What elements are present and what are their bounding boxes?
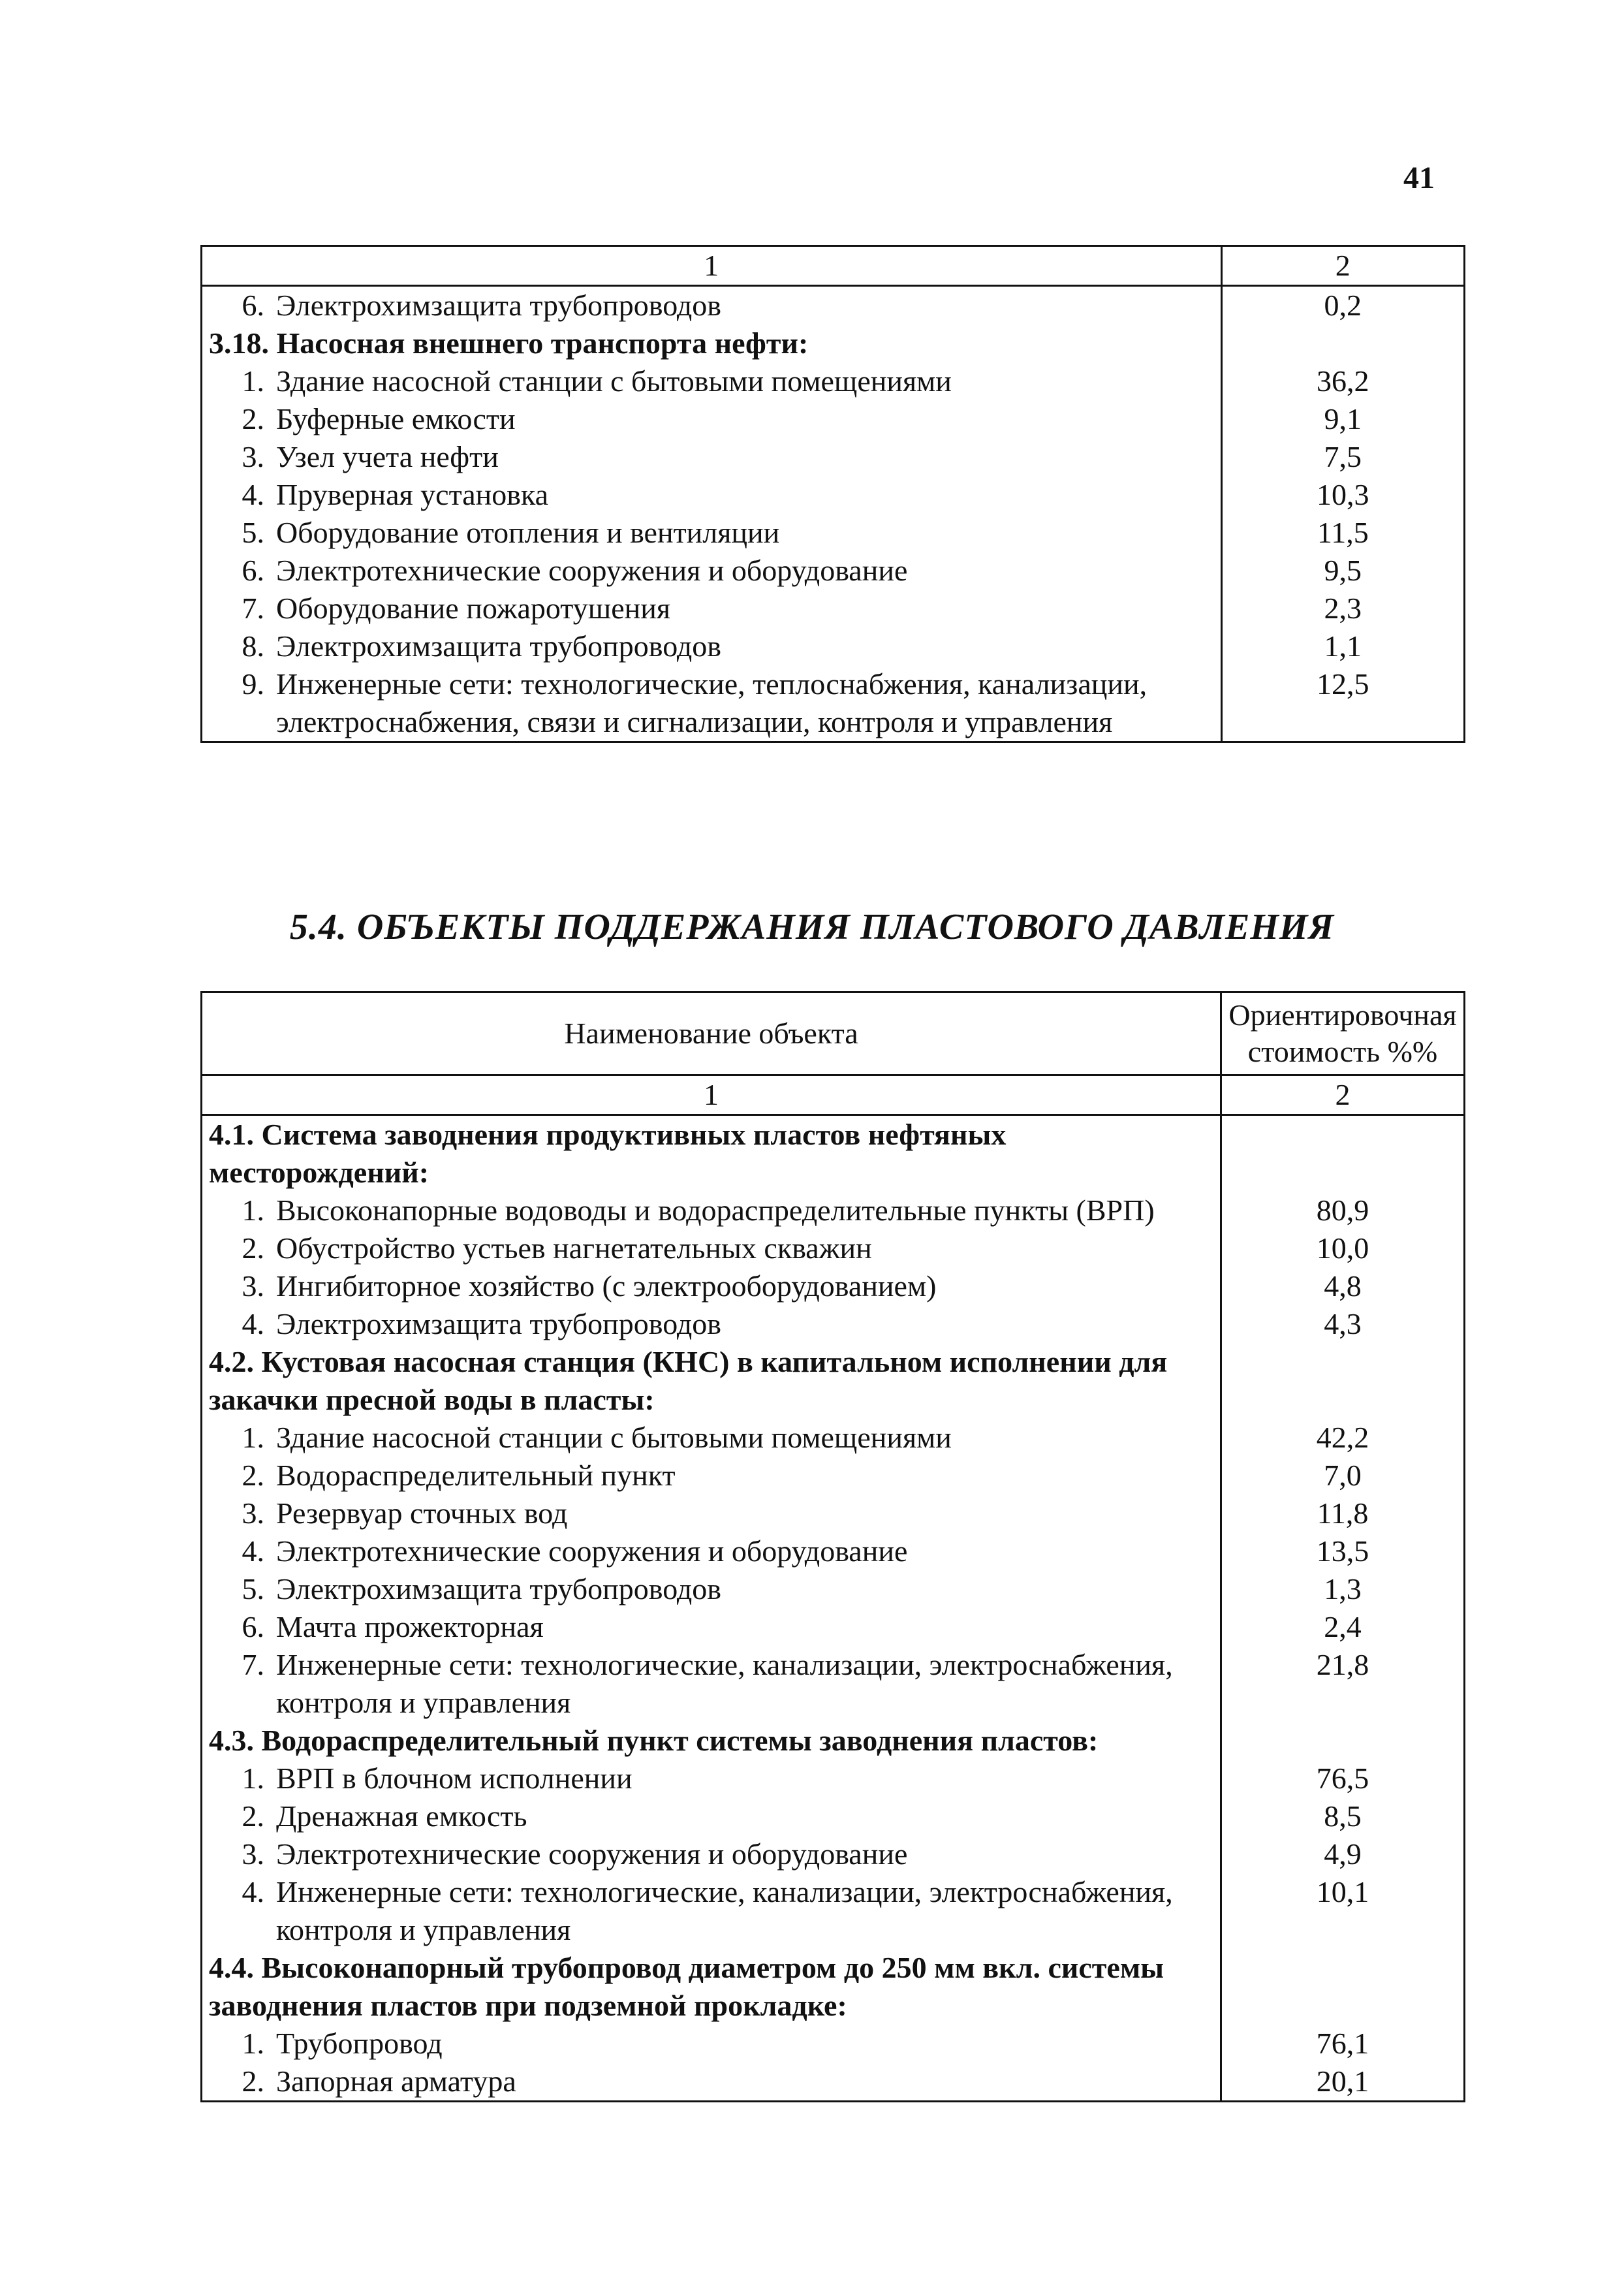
cost-value: 1,3 [1221, 1570, 1465, 1608]
table-row [202, 2025, 1465, 2063]
item-name: ВРП в блочном исполнении [276, 1762, 632, 1795]
cost-value: 1,1 [1221, 627, 1464, 665]
object-name-cell [202, 1532, 1221, 1570]
column-number: 2 [1221, 246, 1464, 286]
item-name: Узел учета нефти [276, 440, 499, 473]
item-name: Инженерные сети: технологические, канализации, электроснабжения, контроля и управления [276, 1875, 1173, 1946]
table-row [202, 438, 1465, 476]
object-name-cell [202, 1873, 1221, 1949]
table-row [202, 1570, 1465, 1608]
cost-value: 7,0 [1221, 1457, 1465, 1494]
group-row [202, 1115, 1465, 1192]
table-row [202, 1760, 1465, 1797]
table-row [202, 1305, 1465, 1343]
item-number: 1. [242, 364, 264, 398]
item-number: 8. [242, 629, 264, 663]
cost-value [1221, 1722, 1465, 1760]
item-number: 7. [242, 592, 264, 625]
cost-value: 4,3 [1221, 1305, 1465, 1343]
item-number: 3. [242, 1837, 264, 1871]
item-name: Электрохимзащита трубопроводов [276, 629, 722, 663]
object-name-cell [202, 1949, 1221, 2025]
table-row [202, 1457, 1465, 1494]
object-name-cell [202, 438, 1222, 476]
cost-value: 76,1 [1221, 2025, 1465, 2063]
object-name-cell [202, 1760, 1221, 1797]
item-number: 5. [242, 1572, 264, 1605]
item-name: Электрохимзащита трубопроводов [276, 289, 722, 322]
table-row [202, 1192, 1465, 1229]
table-row [202, 590, 1465, 627]
table-row [202, 2063, 1465, 2102]
item-name: Электротехнические сооружения и оборудование [276, 554, 908, 587]
cost-value: 8,5 [1221, 1797, 1465, 1835]
header-cost-percent: Ориентировочная стоимость %% [1221, 992, 1465, 1075]
object-name-cell [202, 665, 1222, 742]
item-name: Электротехнические сооружения и оборудование [276, 1534, 908, 1568]
table-row [202, 476, 1465, 514]
item-number: 2. [242, 402, 264, 435]
table-row [202, 514, 1465, 552]
cost-value: 11,8 [1221, 1494, 1465, 1532]
cost-value: 13,5 [1221, 1532, 1465, 1570]
object-name-cell [202, 286, 1222, 325]
page-number: 41 [1403, 161, 1435, 195]
object-name-cell [202, 552, 1222, 590]
cost-value: 4,8 [1221, 1267, 1465, 1305]
column-number: 1 [202, 1075, 1221, 1115]
item-number: 1. [242, 1194, 264, 1227]
object-name-cell [202, 1267, 1221, 1305]
item-name: Здание насосной станции с бытовыми помещениями [276, 1421, 952, 1454]
item-name: Дренажная емкость [276, 1799, 527, 1833]
group-heading: 4.2. Кустовая насосная станция (КНС) в капитальном исполнении для закачки пресной воды в пласты: [209, 1345, 1168, 1416]
cost-value: 10,1 [1221, 1873, 1465, 1949]
item-name: Инженерные сети: технологические, канализации, электроснабжения, контроля и управления [276, 1648, 1173, 1719]
item-number: 3. [242, 440, 264, 473]
item-number: 2. [242, 2064, 264, 2098]
object-name-cell [202, 627, 1222, 665]
item-number: 3. [242, 1269, 264, 1303]
item-number: 9. [242, 667, 264, 701]
item-number: 1. [242, 2027, 264, 2060]
cost-value [1221, 1115, 1465, 1192]
cost-value [1221, 1949, 1465, 2025]
item-name: Оборудование пожаротушения [276, 592, 670, 625]
table-row [202, 400, 1465, 438]
item-name: Трубопровод [276, 2027, 443, 2060]
cost-value: 9,5 [1221, 552, 1464, 590]
object-name-cell [202, 1570, 1221, 1608]
table-row [202, 665, 1465, 742]
item-name: Электротехнические сооружения и оборудование [276, 1837, 908, 1871]
object-name-cell [202, 1305, 1221, 1343]
object-name-cell [202, 2025, 1221, 2063]
table-row [202, 1494, 1465, 1532]
group-row [202, 1722, 1465, 1760]
object-name-cell [202, 1343, 1221, 1419]
cost-value: 76,5 [1221, 1760, 1465, 1797]
cost-table-pressure-maintenance [200, 991, 1465, 2102]
table-row [202, 1608, 1465, 1646]
table-row [202, 1532, 1465, 1570]
table-row [202, 1267, 1465, 1305]
item-name: Водораспределительный пункт [276, 1459, 676, 1492]
object-name-cell [202, 1192, 1221, 1229]
item-number: 2. [242, 1799, 264, 1833]
object-name-cell [202, 1835, 1221, 1873]
cost-table-continued [200, 245, 1465, 743]
item-number: 4. [242, 478, 264, 511]
item-number: 1. [242, 1762, 264, 1795]
table-column-numbers [202, 246, 1465, 286]
object-name-cell [202, 400, 1222, 438]
group-row [202, 1949, 1465, 2025]
object-name-cell [202, 1646, 1221, 1722]
item-number: 1. [242, 1421, 264, 1454]
group-heading: 4.4. Высоконапорный трубопровод диаметром до 250 мм вкл. системы заводнения пластов при подземной прокладке: [209, 1951, 1164, 2022]
table-row [202, 362, 1465, 400]
cost-value: 36,2 [1221, 362, 1464, 400]
object-name-cell [202, 2063, 1221, 2102]
group-heading: 4.3. Водораспределительный пункт системы заводнения пластов: [209, 1724, 1099, 1757]
table-row [202, 1873, 1465, 1949]
object-name-cell [202, 1608, 1221, 1646]
item-name: Запорная арматура [276, 2064, 516, 2098]
object-name-cell [202, 362, 1222, 400]
group-heading: 4.1. Система заводнения продуктивных пластов нефтяных месторождений: [209, 1118, 1007, 1189]
object-name-cell [202, 1722, 1221, 1760]
item-number: 2. [242, 1459, 264, 1492]
item-name: Высоконапорные водоводы и водораспределительные пункты (ВРП) [276, 1194, 1155, 1227]
item-name: Инженерные сети: технологические, теплоснабжения, канализации, электроснабжения, связи и сигнализации, контроля и управления [276, 667, 1148, 738]
table-column-numbers [202, 1075, 1465, 1115]
item-number: 2. [242, 1231, 264, 1265]
item-number: 3. [242, 1496, 264, 1530]
section-title: 5.4. ОБЪЕКТЫ ПОДДЕРЖАНИЯ ПЛАСТОВОГО ДАВЛЕНИЯ [289, 907, 1335, 947]
group-row [202, 1343, 1465, 1419]
group-row [202, 324, 1465, 362]
item-name: Буферные емкости [276, 402, 516, 435]
object-name-cell [202, 1494, 1221, 1532]
object-name-cell [202, 1229, 1221, 1267]
cost-value: 7,5 [1221, 438, 1464, 476]
item-name: Обустройство устьев нагнетательных скважин [276, 1231, 872, 1265]
cost-value: 4,9 [1221, 1835, 1465, 1873]
table-row [202, 627, 1465, 665]
item-name: Электрохимзащита трубопроводов [276, 1572, 722, 1605]
item-name: Здание насосной станции с бытовыми помещениями [276, 364, 952, 398]
item-number: 6. [242, 1610, 264, 1643]
table-row [202, 286, 1465, 325]
item-number: 4. [242, 1534, 264, 1568]
header-object-name: Наименование объекта [202, 992, 1221, 1075]
item-number: 4. [242, 1307, 264, 1340]
table-row [202, 1797, 1465, 1835]
object-name-cell [202, 324, 1222, 362]
cost-value: 11,5 [1221, 514, 1464, 552]
object-name-cell [202, 514, 1222, 552]
object-name-cell [202, 476, 1222, 514]
cost-value: 21,8 [1221, 1646, 1465, 1722]
item-number: 7. [242, 1648, 264, 1681]
item-name: Мачта прожекторная [276, 1610, 544, 1643]
item-number: 6. [242, 289, 264, 322]
table-row [202, 1229, 1465, 1267]
cost-value [1221, 1343, 1465, 1419]
object-name-cell [202, 1419, 1221, 1457]
cost-value: 2,3 [1221, 590, 1464, 627]
object-name-cell [202, 1457, 1221, 1494]
cost-value: 42,2 [1221, 1419, 1465, 1457]
cost-value: 80,9 [1221, 1192, 1465, 1229]
cost-value: 20,1 [1221, 2063, 1465, 2102]
cost-value: 10,3 [1221, 476, 1464, 514]
object-name-cell [202, 1797, 1221, 1835]
table-row [202, 1419, 1465, 1457]
group-heading: 3.18. Насосная внешнего транспорта нефти: [209, 326, 809, 360]
table-row [202, 1646, 1465, 1722]
item-name: Ингибиторное хозяйство (с электрооборудованием) [276, 1269, 937, 1303]
cost-value [1221, 324, 1464, 362]
item-number: 6. [242, 554, 264, 587]
item-name: Пруверная установка [276, 478, 549, 511]
cost-value: 2,4 [1221, 1608, 1465, 1646]
table-header [202, 992, 1465, 1075]
object-name-cell [202, 1115, 1221, 1192]
column-number: 2 [1221, 1075, 1465, 1115]
table-row [202, 552, 1465, 590]
item-number: 4. [242, 1875, 264, 1908]
item-name: Электрохимзащита трубопроводов [276, 1307, 722, 1340]
cost-value: 0,2 [1221, 286, 1464, 325]
cost-value: 12,5 [1221, 665, 1464, 742]
item-number: 5. [242, 516, 264, 549]
item-name: Оборудование отопления и вентиляции [276, 516, 780, 549]
column-number: 1 [202, 246, 1222, 286]
item-name: Резервуар сточных вод [276, 1496, 568, 1530]
cost-value: 10,0 [1221, 1229, 1465, 1267]
table-row [202, 1835, 1465, 1873]
object-name-cell [202, 590, 1222, 627]
cost-value: 9,1 [1221, 400, 1464, 438]
